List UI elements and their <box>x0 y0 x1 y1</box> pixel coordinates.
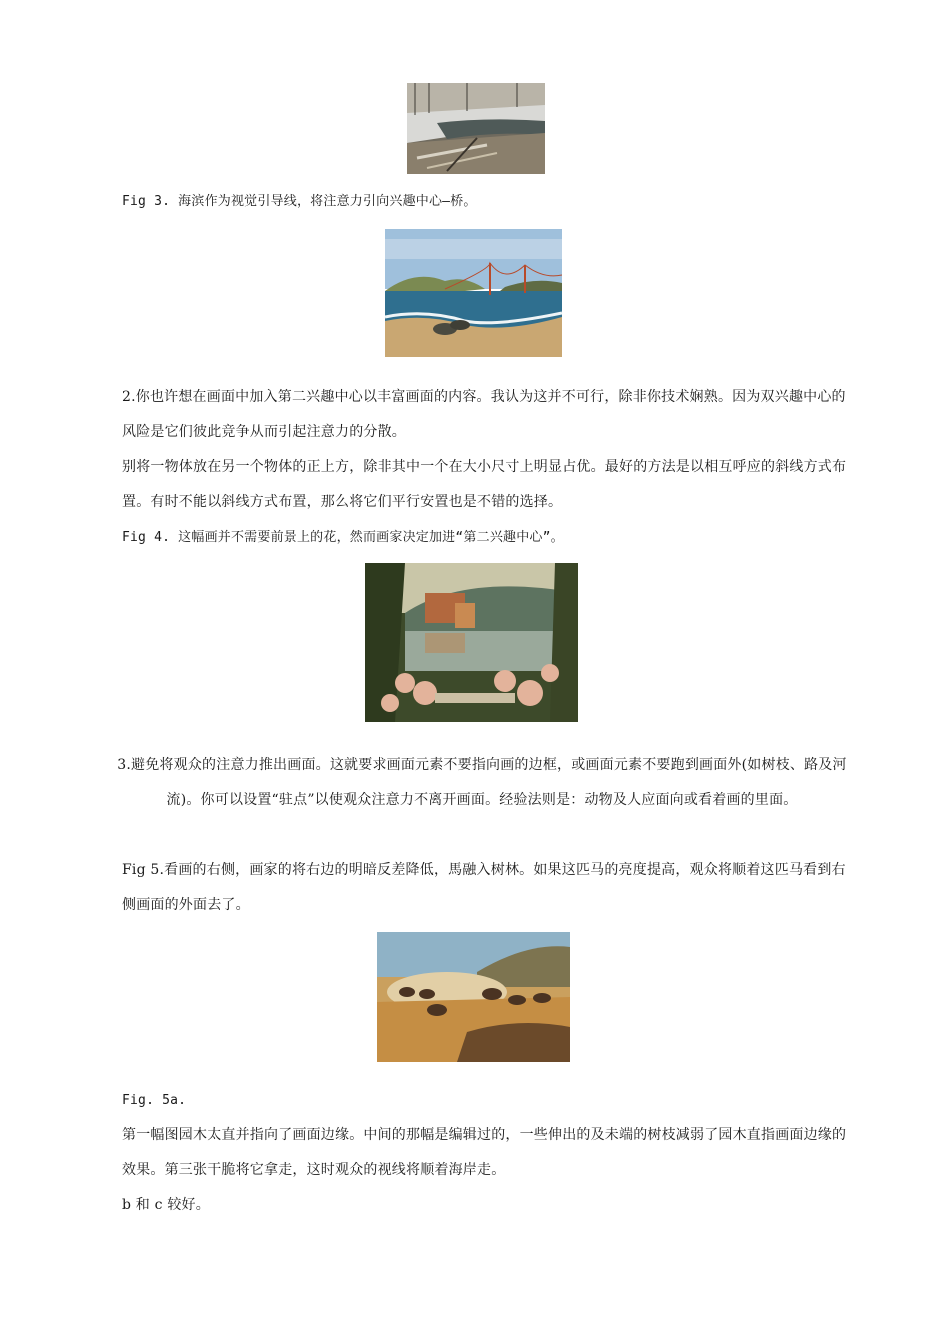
fig5-caption: Fig 5.看画的右侧，画家的将右边的明暗反差降低，馬融入树林。如果这匹马的亮度提高，观众将顺着这匹马看到右侧画面的外面去了。 <box>122 862 846 913</box>
paragraph-2b: 别将一物体放在另一个物体的正上方，除非其中一个在大小尺寸上明显占优。最好的方法是以相互呼应的斜线方式布置。有时不能以斜线方式布置，那么将它们平行安置也是不错的选择。 <box>122 459 847 510</box>
fig5a-caption: Fig. 5a. <box>122 1093 187 1108</box>
bridge-seascape-image <box>385 229 562 357</box>
paragraph-5b: b 和 c 较好。 <box>122 1197 210 1213</box>
lakeside-villa-image <box>365 563 578 722</box>
paragraph-2: 2.你也许想在画面中加入第二兴趣中心以丰富画面的内容。我认为这并不可行，除非你技术娴熟。因为双兴趣中心的风险是它们彼此竞争从而引起注意力的分散。 <box>122 389 846 440</box>
fig4-caption: Fig 4. 这幅画并不需要前景上的花，然而画家决定加进“第二兴趣中心”。 <box>122 530 564 545</box>
paragraph-5a: 第一幅图园木太直并指向了画面边缘。中间的那幅是编辑过的，一些伸出的及未端的树枝减弱了园木直指画面边缘的效果。第三张干脆将它拿走，这时观众的视线将顺着海岸走。 <box>122 1127 847 1178</box>
running-horses-image <box>377 932 570 1062</box>
fig3-caption: Fig 3. 海滨作为视觉引导线，将注意力引向兴趣中心—桥。 <box>122 194 477 209</box>
paragraph-3: 3.避免将观众的注意力推出画面。这就要求画面元素不要指向画的边框，或画面元素不要跑到画面外(如树枝、路及河流)。你可以设置“驻点”以使观众注意力不离开画面。经验法则是：动物及人应面向或看着画的里面。 <box>117 757 847 808</box>
snow-stream-image <box>407 83 545 174</box>
